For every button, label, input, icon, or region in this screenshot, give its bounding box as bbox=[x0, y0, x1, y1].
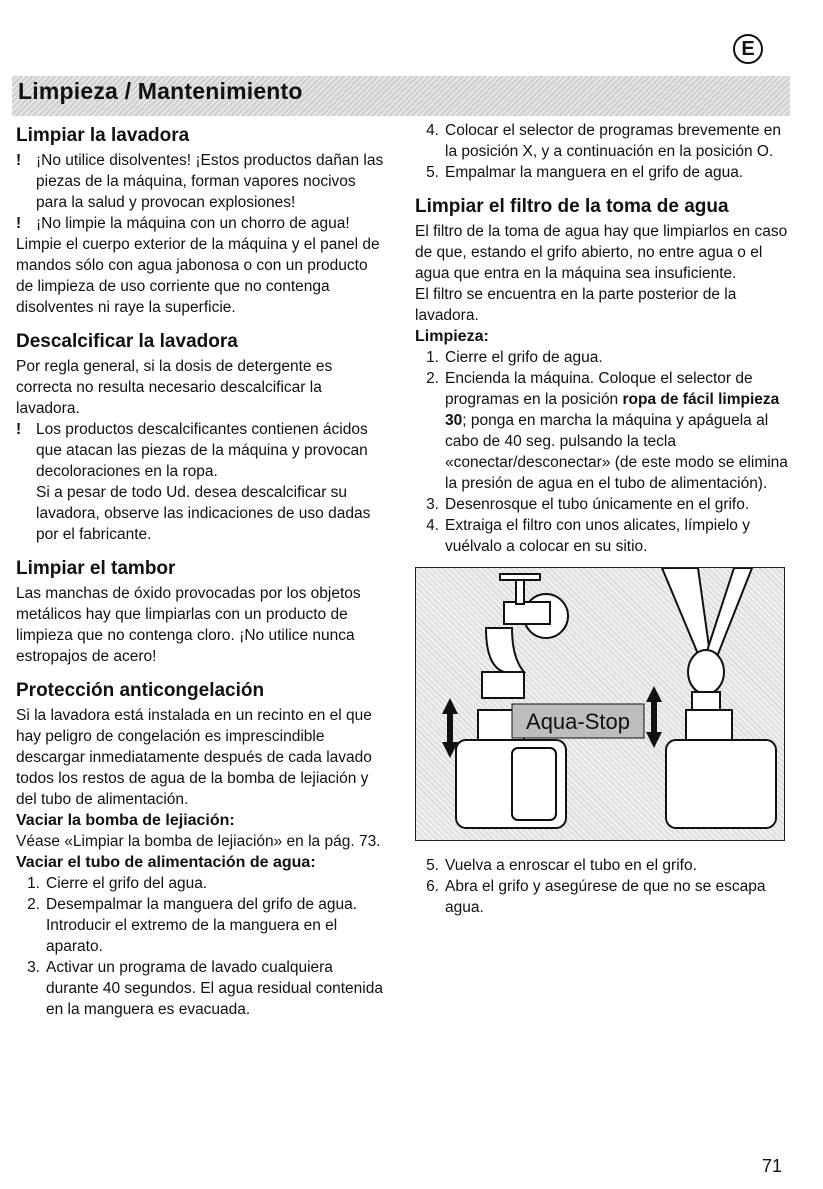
steps-list bbox=[16, 873, 384, 1020]
warning-icon: ! bbox=[16, 215, 22, 232]
paragraph: El filtro se encuentra en la parte posterior de la lavadora. bbox=[415, 286, 737, 324]
list-item: 3. Desenrosque el tubo únicamente en el grifo. bbox=[426, 496, 750, 513]
list-item: 3. Activar un programa de lavado cualquiera durante 40 segundos. El agua residual contenida en la manguera es evacuada. bbox=[27, 959, 383, 1018]
filter-illustration bbox=[415, 567, 785, 841]
hose-filter-drawing bbox=[416, 568, 784, 840]
steps-list bbox=[415, 347, 790, 557]
paragraph: Las manchas de óxido provocadas por los objetos metálicos hay que limpiarlas con un producto de limpieza que no contenga cloro. ¡No utilice nunca estropajos de acero! bbox=[16, 585, 361, 665]
section-title-descale: Descalcificar la lavadora bbox=[16, 331, 238, 352]
subsection-title-hose: Vaciar el tubo de alimentación de agua: bbox=[16, 854, 316, 871]
warning-icon: ! bbox=[16, 152, 22, 169]
paragraph: Si a pesar de todo Ud. desea descalcificar su lavadora, observe las indicaciones de uso dadas por el fabricante. bbox=[36, 484, 371, 543]
page-number: 71 bbox=[762, 1156, 783, 1176]
steps-list bbox=[415, 855, 790, 918]
list-item: 4. Colocar el selector de programas brevemente en la posición X, y a continuación en la posición O. bbox=[426, 122, 782, 160]
list-item: 5. Vuelva a enroscar el tubo en el grifo. bbox=[426, 857, 697, 874]
list-item: 4. Extraiga el filtro con unos alicates, límpielo y vuélvalo a colocar en su sitio. bbox=[426, 517, 750, 555]
up-down-arrow-icon bbox=[646, 686, 662, 748]
section-title-drum: Limpiar el tambor bbox=[16, 558, 176, 579]
pliers-icon bbox=[662, 568, 752, 710]
right-column bbox=[415, 120, 790, 918]
language-badge: E bbox=[733, 34, 763, 64]
list-item: 1. Cierre el grifo de agua. bbox=[426, 349, 603, 366]
list-item: 5. Empalmar la manguera en el grifo de agua. bbox=[426, 164, 744, 181]
warning-descaling bbox=[16, 419, 384, 482]
list-item: 2. Encienda la máquina. Coloque el selector de programas en la posición ropa de fácil limpieza 30; ponga en marcha la máquina y apáguela al cabo de 40 seg. pulsando la tecla «conectar/desconectar» (de este modo se elimina la presión de agua en el tubo de alimentación). bbox=[426, 370, 788, 492]
warning-text: ¡No utilice disolventes! ¡Estos productos dañan las piezas de la máquina, forman vapores nocivos para la salud y provocan explosiones! bbox=[36, 152, 384, 211]
paragraph: Por regla general, si la dosis de detergente es correcta no resulta necesario descalcificar la lavadora. bbox=[16, 358, 333, 417]
paragraph: Limpie el cuerpo exterior de la máquina y el panel de mandos sólo con agua jabonosa o con un producto de limpieza de uso corriente que no contenga disolventes ni raye la superficie. bbox=[16, 236, 380, 316]
section-title-frost: Protección anticongelación bbox=[16, 680, 265, 701]
warning-solvents bbox=[16, 150, 384, 213]
hose-connector-icon bbox=[666, 710, 776, 828]
steps-list bbox=[415, 120, 790, 183]
paragraph: Si la lavadora está instalada en un recinto en el que hay peligro de congelación es imprescindible descargar inmediatamente después de cada lavado todos los restos de agua de la bomba de lejiación y del tubo de alimentación. bbox=[16, 707, 372, 808]
list-item: 2. Desempalmar la manguera del grifo de agua. Introducir el extremo de la manguera en el aparato. bbox=[27, 896, 358, 955]
paragraph: Véase «Limpiar la bomba de lejiación» en la pág. 73. bbox=[16, 833, 381, 850]
left-column bbox=[16, 120, 384, 1020]
warning-text: ¡No limpie la máquina con un chorro de agua! bbox=[36, 215, 350, 232]
list-item: 6. Abra el grifo y asegúrese de que no se escapa agua. bbox=[426, 878, 766, 916]
warning-icon: ! bbox=[16, 421, 22, 438]
subsection-title-pump: Vaciar la bomba de lejiación: bbox=[16, 812, 235, 829]
figure-label: Aqua-Stop bbox=[526, 709, 630, 734]
page-title: Limpieza / Mantenimiento bbox=[18, 78, 303, 104]
section-title-clean-washer: Limpiar la lavadora bbox=[16, 125, 190, 146]
paragraph: El filtro de la toma de agua hay que limpiarlos en caso de que, estando el grifo abierto, no entre agua o el agua que entra en la máquina sea insuficiente. bbox=[415, 223, 788, 282]
subsection-title-cleaning: Limpieza: bbox=[415, 328, 489, 345]
list-item: 1. Cierre el grifo del agua. bbox=[27, 875, 208, 892]
program-name: ropa de fácil limpieza 30 bbox=[445, 391, 780, 429]
warning-water-jet bbox=[16, 213, 384, 234]
warning-text: Los productos descalcificantes contienen ácidos que atacan las piezas de la máquina y provocan decoloraciones en la ropa. bbox=[36, 421, 368, 480]
water-tap-icon bbox=[482, 574, 568, 698]
section-title-filter: Limpiar el filtro de la toma de agua bbox=[415, 196, 729, 217]
